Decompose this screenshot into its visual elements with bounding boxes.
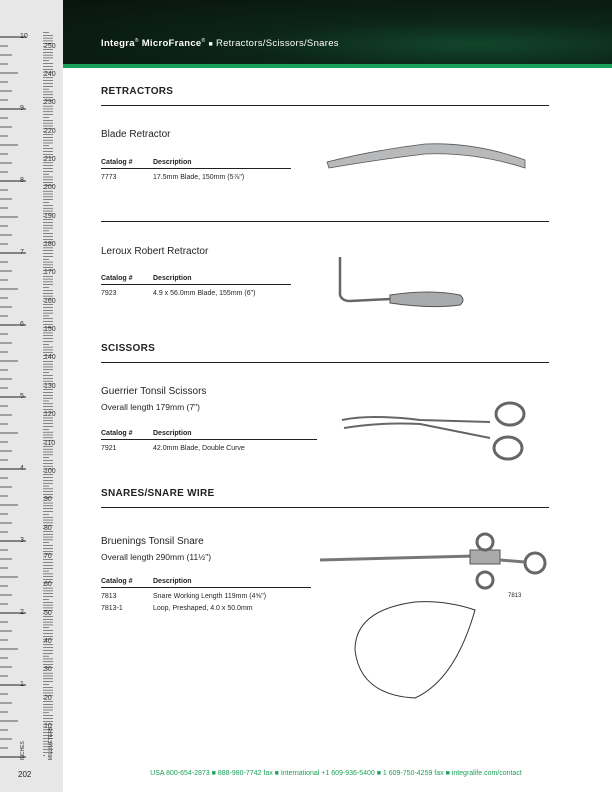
product-name: Blade Retractor: [101, 129, 171, 140]
tonsil-snare-image: [315, 530, 555, 705]
ruler: [0, 0, 63, 792]
inch-label: 7: [20, 249, 24, 256]
inches-label: INCHES: [20, 741, 26, 760]
product-subtitle: Overall length 179mm (7"): [101, 402, 200, 412]
inch-label: 5: [20, 393, 24, 400]
product-subtitle: Overall length 290mm (11½"): [101, 552, 212, 562]
inch-label: 8: [20, 177, 24, 184]
mm-label: 80: [44, 524, 52, 532]
section-snares: SNARES/SNARE WIRE: [101, 488, 215, 499]
mm-label: 70: [44, 552, 52, 560]
tonsil-scissors-image: [340, 400, 530, 465]
section-retractors: RETRACTORS: [101, 86, 174, 97]
table-row: 7813-1 Loop, Preshaped, 4.0 x 50.0mm: [101, 605, 253, 612]
mm-label: 100: [44, 467, 56, 475]
mm-label: 190: [44, 212, 56, 220]
catalog-table: Catalog # Description 7921 42.0mm Blade, Double Curve: [101, 430, 317, 452]
footer-contact: USA 800-654-2873 ■ 888-980-7742 fax ■ International +1 609-936-5400 ■ 1 609-750-4259 fax ■ integralife.com/contact: [150, 770, 522, 777]
mm-label: 40: [44, 637, 52, 645]
mm-label: 240: [44, 70, 56, 78]
mm-label: 110: [44, 439, 56, 447]
header-accent-bar: [63, 64, 612, 68]
table-row: 7813 Snare Working Length 119mm (4⅝"): [101, 593, 267, 600]
catalog-table: Catalog # Description 7923 4.9 x 56.0mm Blade, 155mm (6"): [101, 275, 291, 297]
inch-label: 3: [20, 537, 24, 544]
divider: [101, 105, 549, 106]
millimeters-label: MILLIMETERS: [48, 726, 54, 760]
product-name: Bruenings Tonsil Snare: [101, 536, 204, 547]
mm-label: 150: [44, 326, 56, 334]
product-name: Leroux Robert Retractor: [101, 246, 209, 257]
mm-label: 210: [44, 156, 56, 163]
header-title: Integra® MicroFrance® ■ Retractors/Scissors/Snares: [101, 38, 339, 50]
inch-label: 10: [20, 33, 28, 40]
mm-label: 120: [44, 411, 56, 419]
inch-label: 1: [20, 681, 24, 688]
mm-label: 60: [44, 581, 52, 589]
table-row: 7921 42.0mm Blade, Double Curve: [101, 445, 245, 452]
mm-label: 170: [44, 269, 56, 277]
table-row: 7773 17.5mm Blade, 150mm (5⅞"): [101, 174, 245, 181]
inch-label: 4: [20, 465, 24, 472]
mm-label: 20: [44, 694, 52, 702]
blade-retractor-image: [325, 138, 530, 173]
section-scissors: SCISSORS: [101, 343, 156, 354]
divider: [101, 221, 549, 222]
mm-label: 140: [44, 354, 56, 362]
divider: [101, 362, 549, 363]
mm-label: 160: [44, 297, 56, 305]
mm-label: 200: [44, 184, 56, 192]
mm-label: 130: [44, 382, 56, 390]
header-banner: [63, 0, 612, 64]
divider: [101, 507, 549, 508]
mm-label: 10: [44, 723, 52, 730]
mm-label: 220: [44, 127, 56, 135]
product-name: Guerrier Tonsil Scissors: [101, 386, 207, 397]
mm-label: 230: [44, 99, 56, 107]
mm-label: 30: [44, 666, 52, 674]
table-row: 7923 4.9 x 56.0mm Blade, 155mm (6"): [101, 290, 256, 297]
image-label: 7813: [508, 593, 522, 599]
mm-label: 90: [44, 496, 52, 504]
page-number: 202: [18, 770, 32, 779]
catalog-table: Catalog # Description 7813 Snare Working Length 119mm (4⅝") 7813-1 Loop, Preshaped, 4.0 x 50.0mm: [101, 578, 311, 612]
inch-label: 9: [20, 105, 24, 112]
mm-label: 250: [44, 42, 56, 50]
mm-label: 50: [44, 609, 52, 617]
catalog-table: Catalog # Description 7773 17.5mm Blade, 150mm (5⅞"): [101, 159, 291, 181]
ruler-ticks: [0, 0, 63, 792]
mm-label: 180: [44, 241, 56, 249]
inch-label: 2: [20, 609, 24, 616]
inch-label: 6: [20, 321, 24, 328]
leroux-robert-retractor-image: [330, 255, 470, 315]
